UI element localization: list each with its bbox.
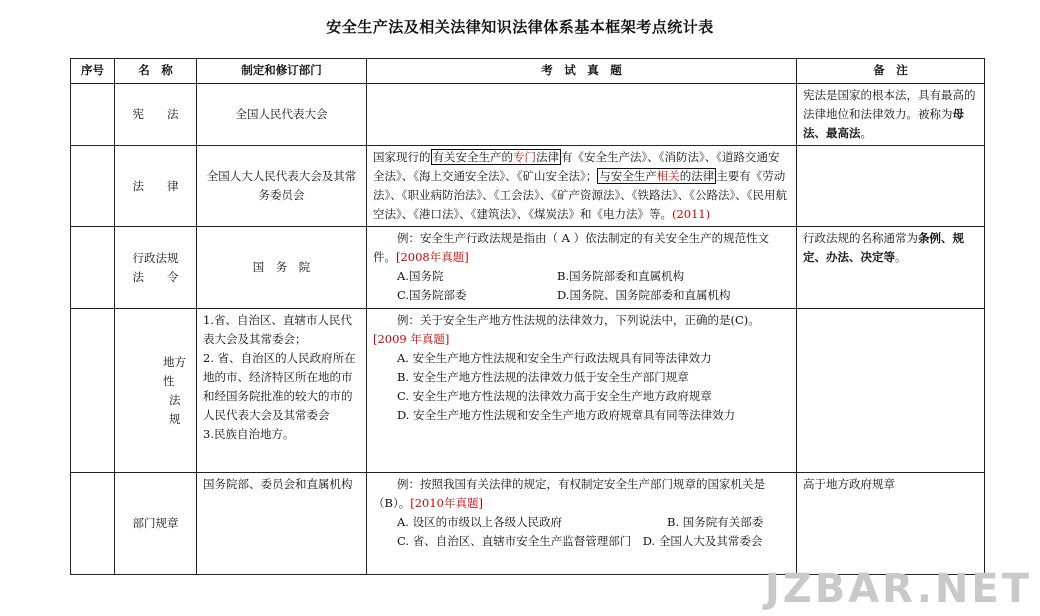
page-title: 安全生产法及相关法律知识法律体系基本框架考点统计表 [326,18,714,36]
option-c: C. 省、自治区、直辖市安全生产监督管理部门 [397,534,632,548]
cell-issuer: 国 务 院 [197,227,367,309]
highlight-text: 专门 [513,150,536,164]
option-a: A.国务院 [397,269,444,283]
cell-notes [797,227,985,309]
exam-text-3: 主要有《劳动法》、《职业病防治法》、《工会法》、《矿产资源法》、《铁路法》、《公路法》、《民用航空法》、《港口法》、《建筑法》、《煤炭法》和《电力法》等。 [373,169,787,221]
option-a: A. 设区的市级以上各级人民政府 [397,515,563,529]
notes-text: 宪法是国家的根本法，具有最高的法律地位和法律效力。被称为 [803,88,976,121]
issuer-item-1: 1.省、自治区、直辖市人民代表大会及其常委会； [203,313,352,346]
question [373,229,790,267]
cell-exam [367,473,797,575]
cell-name: 法 律 [115,146,197,227]
notes-text: 行政法规的名称通常为 [803,231,918,245]
options-row [373,532,790,551]
issuer-item-3: 3.民族自治地方。 [203,427,295,441]
cell-name [115,309,197,473]
option-b: B. 国务院有关部委 [667,515,764,529]
cell-exam [367,309,797,473]
watermark-logo: JZBAR.NET [764,566,1032,612]
boxed-text: 的法律 [679,169,715,183]
boxed-text: 有关安全生产的 [432,150,513,164]
boxed-text: 法律 [536,150,559,164]
cell-index [71,84,115,146]
cell-issuer: 全国人大人民代表大会及其常务委员会 [197,146,367,227]
question [373,311,790,349]
cell-notes [797,146,985,227]
boxed-term-related-law [597,168,716,184]
exam-year: [2008年真题] [396,250,469,264]
notes-bold: 条例、规定、办法、决定等 [803,231,964,264]
cell-index [71,309,115,473]
cell-issuer [197,309,367,473]
cell-name: 部门规章 [115,473,197,575]
cell-notes [797,309,985,473]
option-b: B.国务院部委和直属机构 [557,269,685,283]
table-row-constitution [71,84,985,146]
header-row [71,59,985,84]
question [373,475,790,513]
name-line-2: 法 令 [132,269,179,284]
issuer-item-2: 2. 省、自治区的人民政府所在地的市、经济特区所在地的市和经国务院批准的较大的市的人民代表大会及其常委会 [203,351,356,422]
cell-index [71,227,115,309]
exam-year: [2010年真题] [410,496,483,510]
exam-year: (2011) [672,207,711,221]
cell-exam [367,227,797,309]
cell-notes: 高于地方政府规章 [797,473,985,575]
header-notes: 备 注 [797,59,985,84]
options-row [373,513,790,532]
cell-index [71,146,115,227]
table-row-admin [71,227,985,309]
cell-issuer: 国务院部、委员会和直属机构 [197,473,367,575]
boxed-text: 与安全生产 [599,169,657,183]
option-d: D. 全国人大及其常委会 [642,534,763,548]
table-row-law [71,146,985,227]
table-row-local [71,309,985,473]
cell-name [115,227,197,309]
table-row-dept [71,473,985,575]
cell-notes [797,84,985,146]
name-line-2: 法 规 [169,392,192,426]
question-text: 例：按照我国有关法律的规定，有权制定安全生产部门规章的国家机关是（B）。 [373,477,765,510]
header-exam: 考 试 真 题 [367,59,797,84]
cell-issuer: 全国人民代表大会 [197,84,367,146]
option-d: D.国务院、国务院部委和直属机构 [557,288,731,302]
cell-index [71,473,115,575]
exam-year: [2009 年真题] [373,332,450,346]
name-line-1: 行政法规 [132,250,179,265]
option-d: D. 安全生产地方性法规和安全生产地方政府规章具有同等法律效力 [397,408,736,422]
options-row [373,286,790,305]
option-a: A. 安全生产地方性法规和安全生产行政法规具有同等法律效力 [397,351,712,365]
option-c: C.国务院部委 [397,288,467,302]
question-text: 例：关于安全生产地方性法规的法律效力，下列说法中，正确的是(C)。 [397,313,760,327]
notes-suffix: 。 [895,250,907,264]
option-c: C. 安全生产地方性法规的法律效力高于安全生产地方政府规章 [397,389,712,403]
header-index: 序号 [71,59,115,84]
cell-exam [367,84,797,146]
name-line-1: 地方性 [163,354,186,388]
cell-name: 宪 法 [115,84,197,146]
header-issuer: 制定和修订部门 [197,59,367,84]
law-framework-table [70,58,985,575]
notes-bold: 母法、最高法 [803,107,964,140]
cell-exam [367,146,797,227]
notes-suffix: 。 [860,126,872,140]
exam-text-1: 国家现行的 [373,150,431,164]
options-row [373,267,790,286]
boxed-term-special-law [431,149,562,165]
highlight-text: 相关 [656,169,680,183]
exam-text-2: 有《安全生产法》、《消防法》、《道路交通安全法》、《海上交通安全法》、《矿山安全法》； [373,150,780,183]
option-b: B. 安全生产地方性法规的法律效力低于安全生产部门规章 [397,370,689,384]
question-text: 例：安全生产行政法规是指由（ A ）依法制定的有关安全生产的规范性文件。 [373,231,770,264]
header-name: 名 称 [115,59,197,84]
